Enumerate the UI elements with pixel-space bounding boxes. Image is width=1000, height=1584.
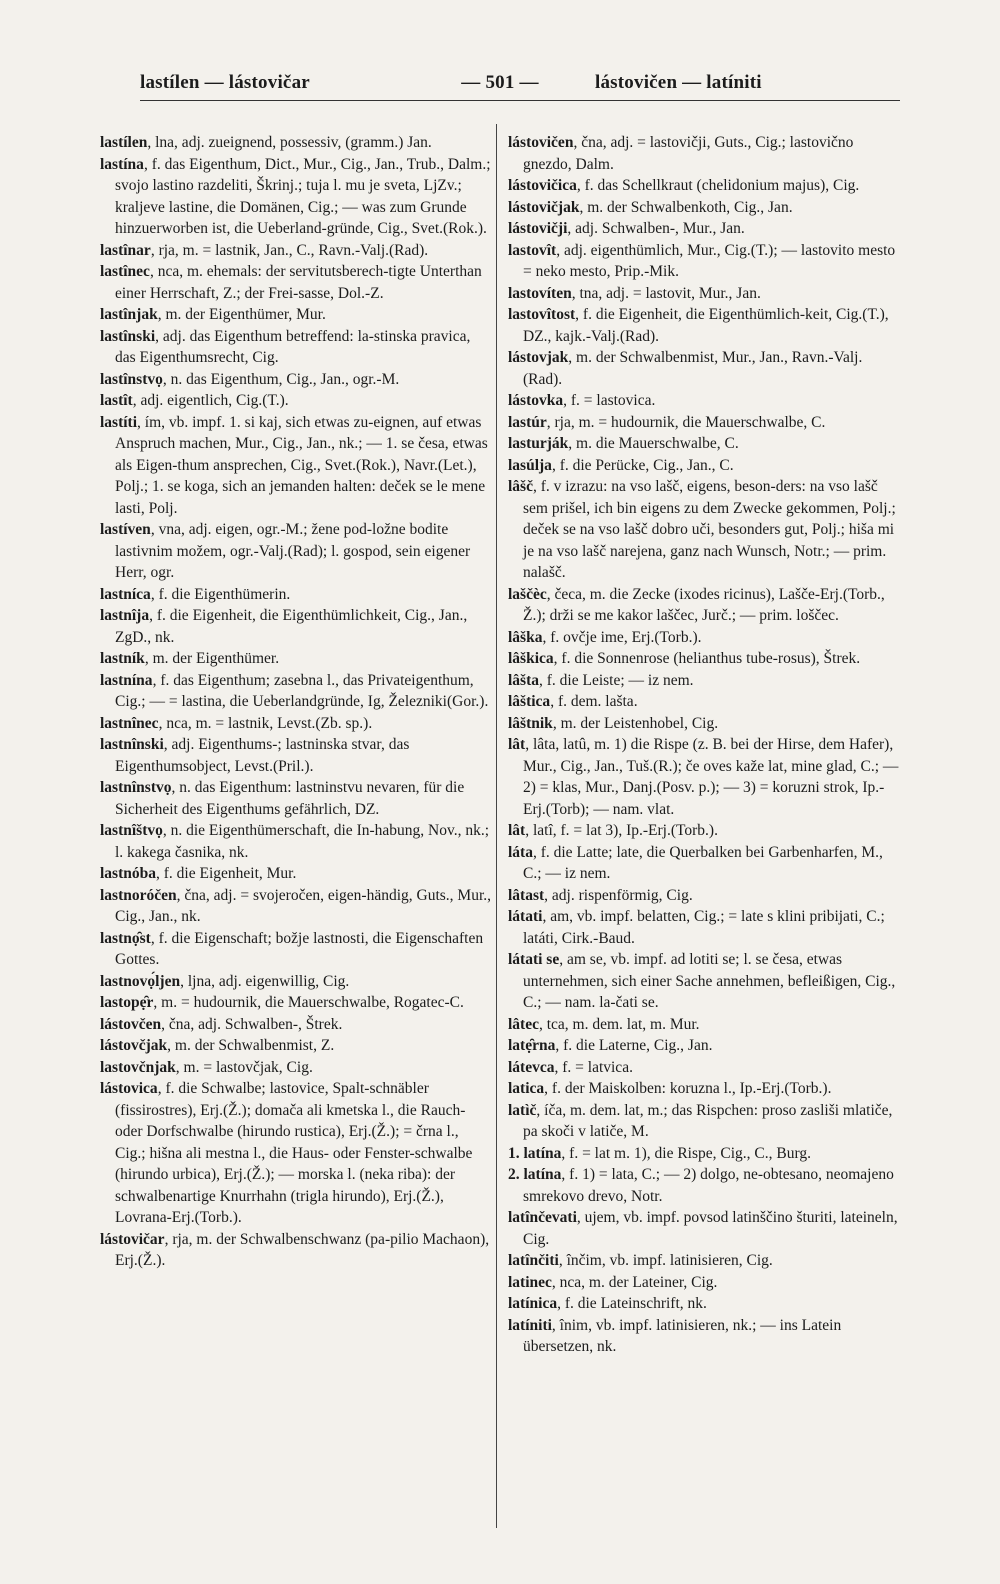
entry-headword: lástovičjak bbox=[508, 198, 580, 216]
entry-headword: lastovît bbox=[508, 241, 557, 259]
entry-definition: , m. der Schwalbenkoth, Cig., Jan. bbox=[579, 198, 793, 216]
right-column bbox=[508, 132, 900, 1358]
entry-headword: lastopẹ̑r bbox=[100, 994, 154, 1011]
dictionary-entry bbox=[508, 1143, 900, 1165]
entry-headword: lástovičar bbox=[100, 1230, 165, 1248]
entry-headword: lasturják bbox=[508, 435, 569, 452]
dictionary-entry bbox=[100, 1014, 492, 1036]
entry-headword: lastît bbox=[100, 392, 133, 409]
entry-definition: , f. = lastovica. bbox=[563, 392, 656, 409]
entry-headword: lastovíten bbox=[508, 284, 572, 302]
dictionary-entry bbox=[100, 1035, 492, 1057]
dictionary-entry bbox=[100, 670, 492, 713]
dictionary-entry bbox=[100, 992, 492, 1014]
dictionary-entry bbox=[100, 820, 492, 863]
entry-headword: lastína bbox=[100, 155, 144, 173]
entry-headword: lastînski bbox=[100, 327, 156, 345]
entry-headword: lâškica bbox=[508, 650, 554, 667]
dictionary-entry bbox=[100, 928, 492, 971]
entry-definition: , f. das Eigenthum, Dict., Mur., Cig., Jan., Trub., Dalm.; svojo lastino razdeliti, Škrinj.; tuja l. mu je sveta, LjZv.; kraljeve lastine, die Domänen, Cig.; — was zum Grunde hinzuerworben ist, die Ueberland-gründe, Cig., Svet.(Rok.). bbox=[115, 155, 491, 237]
entry-headword: lastnîja bbox=[100, 607, 150, 624]
entry-headword: lâtast bbox=[508, 886, 545, 904]
entry-definition: , f. der Maiskolben: koruzna l., Ip.-Erj.(Torb.). bbox=[544, 1080, 832, 1097]
entry-definition: , m. = hudournik, die Mauerschwalbe, Rogatec-C. bbox=[153, 994, 464, 1011]
entry-headword: lâštnik bbox=[508, 714, 553, 732]
entry-definition: , adj. eigenthümlich, Mur., Cig.(T.); — lastovito mesto = neko mesto, Prip.-Mik. bbox=[523, 241, 896, 280]
dictionary-entry bbox=[100, 132, 492, 154]
dictionary-entry bbox=[508, 1100, 900, 1143]
entry-definition: , m. die Mauerschwalbe, C. bbox=[568, 435, 739, 452]
entry-definition: , lna, adj. zueignend, possessiv, (gramm.) Jan. bbox=[147, 134, 432, 151]
entry-definition: , lâta, latû, m. 1) die Rispe (z. B. bei der Hirse, dem Hafer), Mur., Cig., Jan., Tuš.(R.); če oves kaže lat, mine glad, C.; — 2) = klas, Mur., Danj.(Posv. p.); — 3) = koruzni strok, Ip.-Erj.(Torb); — nam. vlat. bbox=[523, 736, 899, 818]
entry-headword: látati bbox=[508, 908, 543, 925]
entry-definition: , tca, m. dem. lat, m. Mur. bbox=[538, 1015, 700, 1033]
entry-headword: laščèc bbox=[508, 585, 547, 603]
dictionary-entry bbox=[100, 584, 492, 606]
dictionary-entry bbox=[508, 1272, 900, 1294]
entry-definition: , nca, m. der Lateiner, Cig. bbox=[551, 1273, 718, 1291]
entry-headword: látati se bbox=[508, 951, 560, 968]
entry-headword: lasúlja bbox=[508, 456, 552, 474]
dictionary-entry bbox=[508, 713, 900, 735]
entry-headword: latica bbox=[508, 1080, 545, 1097]
entry-headword: lastnînstvọ bbox=[100, 779, 172, 796]
entry-headword: lastnînec bbox=[100, 714, 159, 732]
dictionary-entry bbox=[508, 949, 900, 1014]
dictionary-entry bbox=[508, 1207, 900, 1250]
entry-headword: latíniti bbox=[508, 1316, 552, 1334]
entry-headword: lastînjak bbox=[100, 306, 158, 323]
entry-headword: lástovčen bbox=[100, 1015, 162, 1033]
entry-headword: lastíti bbox=[100, 413, 138, 431]
dictionary-entry bbox=[508, 1014, 900, 1036]
dictionary-entry bbox=[508, 304, 900, 347]
entry-definition: , n. das Eigenthum, Cig., Jan., ogr.-M. bbox=[162, 370, 400, 388]
dictionary-entry bbox=[100, 1229, 492, 1272]
entry-headword: lâšta bbox=[508, 671, 539, 689]
running-head-right: lástovičen — latíniti bbox=[595, 72, 762, 93]
dictionary-entry bbox=[508, 820, 900, 842]
entry-definition: , f. die Perücke, Cig., Jan., C. bbox=[551, 456, 734, 474]
entry-definition: , nca, m. = lastnik, Levst.(Zb. sp.). bbox=[158, 714, 373, 732]
entry-definition: , m. = lastovčjak, Cig. bbox=[175, 1058, 313, 1076]
dictionary-entry bbox=[100, 1078, 492, 1229]
dictionary-entry bbox=[100, 648, 492, 670]
page-header bbox=[140, 62, 900, 98]
entry-headword: lástovčjak bbox=[100, 1037, 168, 1054]
dictionary-entry bbox=[508, 175, 900, 197]
entry-headword: lástovičica bbox=[508, 177, 577, 194]
dictionary-entry bbox=[508, 455, 900, 477]
dictionary-entry bbox=[508, 433, 900, 455]
entry-headword: lastnovọ́ljen bbox=[100, 972, 181, 990]
dictionary-entry bbox=[100, 412, 492, 520]
dictionary-entry bbox=[100, 713, 492, 735]
entry-headword: lastník bbox=[100, 650, 145, 667]
entry-definition: , latî, f. = lat 3), Ip.-Erj.(Torb.). bbox=[525, 822, 718, 839]
dictionary-entry bbox=[508, 132, 900, 175]
entry-headword: lástovica bbox=[100, 1080, 158, 1097]
dictionary-entry bbox=[508, 1035, 900, 1057]
dictionary-entry bbox=[508, 691, 900, 713]
dictionary-entry bbox=[508, 842, 900, 885]
entry-definition: , rja, m. = lastnik, Jan., C., Ravn.-Valj.(Rad). bbox=[150, 241, 429, 259]
dictionary-entry bbox=[508, 648, 900, 670]
dictionary-entry bbox=[508, 1164, 900, 1207]
entry-headword: latẹ̑rna bbox=[508, 1037, 556, 1054]
dictionary-entry bbox=[508, 1293, 900, 1315]
entry-headword: lastíven bbox=[100, 521, 151, 538]
dictionary-entry bbox=[100, 885, 492, 928]
left-column bbox=[100, 132, 492, 1272]
entry-definition: , am se, vb. impf. ad lotiti se; l. se česa, etwas unternehmen, sich einer Sache annehmen, befleißigen, Cig., C.; — nam. la-čati se. bbox=[523, 951, 896, 1011]
entry-headword: 2. latína bbox=[508, 1166, 562, 1183]
entry-definition: , čeca, m. die Zecke (ixodes ricinus), Lašče-Erj.(Torb., Ž.); drži se me kakor laščec, Jurč.; — prim. loščec. bbox=[523, 585, 885, 624]
entry-headword: latinec bbox=[508, 1273, 552, 1291]
entry-definition: , rja, m. = hudournik, die Mauerschwalbe, C. bbox=[546, 413, 826, 431]
dictionary-entry bbox=[100, 971, 492, 993]
entry-definition: , f. die Leiste; — iz nem. bbox=[539, 671, 694, 689]
entry-definition: , f. = lat m. 1), die Rispe, Cig., C., Burg. bbox=[561, 1144, 811, 1162]
entry-definition: , adj. Schwalben-, Mur., Jan. bbox=[567, 220, 745, 237]
dictionary-entry bbox=[508, 1250, 900, 1272]
entry-headword: lástovjak bbox=[508, 349, 569, 366]
entry-definition: , f. die Eigenheit, die Eigenthümlichkeit, Cig., Jan., ZgD., nk. bbox=[115, 607, 468, 646]
entry-definition: , m. der Schwalbenmist, Z. bbox=[167, 1037, 335, 1054]
entry-headword: láta bbox=[508, 843, 533, 861]
entry-definition: , f. die Laterne, Cig., Jan. bbox=[555, 1037, 713, 1054]
entry-headword: lastovčnjak bbox=[100, 1058, 176, 1076]
dictionary-entry bbox=[100, 240, 492, 262]
entry-definition: , čna, adj. = lastovičji, Guts., Cig.; lastovično gnezdo, Dalm. bbox=[523, 134, 854, 173]
entry-headword: 1. latína bbox=[508, 1144, 562, 1162]
entry-headword: lâtec bbox=[508, 1015, 539, 1033]
entry-definition: , adj. das Eigenthum betreffend: la-stinska pravica, das Eigenthumsrecht, Cig. bbox=[115, 327, 471, 366]
dictionary-entry bbox=[100, 605, 492, 648]
entry-headword: lastnọ̑st bbox=[100, 929, 151, 947]
entry-headword: lastovîtost bbox=[508, 306, 576, 323]
entry-headword: latînčevati bbox=[508, 1209, 577, 1226]
entry-definition: , f. die Eigenschaft; božje lastnosti, die Eigenschaften Gottes. bbox=[115, 929, 484, 968]
entry-headword: lastnóba bbox=[100, 865, 156, 882]
entry-headword: lastnînski bbox=[100, 736, 164, 753]
entry-definition: , adj. Eigenthums-; lastninska stvar, das Eigenthumsobject, Levst.(Pril.). bbox=[115, 736, 410, 775]
dictionary-entry bbox=[100, 261, 492, 304]
entry-headword: lâška bbox=[508, 628, 543, 646]
entry-definition: , înim, vb. impf. latinisieren, nk.; — ins Latein übersetzen, nk. bbox=[523, 1316, 842, 1355]
dictionary-entry bbox=[100, 326, 492, 369]
entry-definition: , n. die Eigenthümerschaft, die In-habung, Nov., nk.; l. kakega časnika, nk. bbox=[115, 822, 490, 861]
dictionary-entry bbox=[508, 885, 900, 907]
dictionary-entry bbox=[508, 412, 900, 434]
dictionary-entry bbox=[100, 734, 492, 777]
entry-headword: lâštica bbox=[508, 693, 551, 710]
dictionary-entry bbox=[100, 390, 492, 412]
header-rule bbox=[140, 100, 900, 101]
entry-definition: , tna, adj. = lastovit, Mur., Jan. bbox=[571, 284, 761, 302]
dictionary-entry bbox=[100, 304, 492, 326]
entry-definition: , m. der Eigenthümer. bbox=[144, 650, 280, 667]
entry-definition: , f. das Eigenthum; zasebna l., das Privateigenthum, Cig.; — = lastina, die Ueberlandgründe, Ig, Železniki(Gor.). bbox=[115, 671, 489, 710]
entry-definition: , m. der Eigenthümer, Mur. bbox=[157, 306, 326, 323]
entry-definition: , f. die Sonnenrose (helianthus tube-rosus), Štrek. bbox=[553, 650, 861, 667]
entry-definition: , f. die Schwalbe; lastovice, Spalt-schnäbler (fissirostres), Erj.(Ž.); domača ali kmetska l., die Rauch- oder Dorfschwalbe (hirundo rustica), Erj.(Ž.); = črna l., Cig.; hišna ali mestna l., die Haus- oder Fenster-schwalbe (hirundo urbica), Erj.(Ž.); — morska l. (neka riba): der schwalbenartige Knurrhahn (trigla hirundo), Erj.(Ž.), Lovrana-Erj.(Torb.). bbox=[115, 1080, 473, 1226]
entry-definition: , f. die Eigenheit, die Eigenthümlich-keit, Cig.(T.), DZ., kajk.-Valj.(Rad). bbox=[523, 306, 889, 345]
entry-definition: , f. die Eigenheit, Mur. bbox=[156, 865, 297, 882]
entry-definition: , m. der Schwalbenmist, Mur., Jan., Ravn.-Valj.(Rad). bbox=[523, 349, 863, 388]
entry-definition: , čna, adj. Schwalben-, Štrek. bbox=[161, 1015, 343, 1033]
entry-definition: , înčim, vb. impf. latinisieren, Cig. bbox=[558, 1252, 773, 1269]
dictionary-entry bbox=[508, 906, 900, 949]
entry-headword: latìč bbox=[508, 1101, 537, 1119]
dictionary-entry bbox=[508, 347, 900, 390]
entry-definition: , n. das Eigenthum: lastninstvu nevaren, für die Sicherheit des Eigenthums gefährlich, DZ. bbox=[115, 779, 465, 818]
entry-headword: látevca bbox=[508, 1058, 555, 1076]
entry-headword: latînčiti bbox=[508, 1252, 559, 1269]
entry-definition: , čna, adj. = svojeročen, eigen-händig, Guts., Mur., Cig., Jan., nk. bbox=[115, 886, 491, 925]
entry-definition: , f. 1) = lata, C.; — 2) dolgo, ne-obtesano, neomajeno smrekovo drevo, Notr. bbox=[523, 1166, 894, 1205]
dictionary-entry bbox=[508, 670, 900, 692]
entry-definition: , f. die Lateinschrift, nk. bbox=[557, 1295, 707, 1312]
entry-headword: latínica bbox=[508, 1295, 558, 1312]
entry-headword: lastúr bbox=[508, 413, 547, 431]
entry-definition: , f. das Schellkraut (chelidonium majus), Cig. bbox=[576, 177, 860, 194]
entry-definition: , f. die Eigenthümerin. bbox=[150, 585, 291, 603]
entry-headword: lastníca bbox=[100, 585, 151, 603]
entry-definition: , ljna, adj. eigenwillig, Cig. bbox=[180, 972, 350, 990]
dictionary-entry bbox=[100, 1057, 492, 1079]
entry-definition: , f. ovčje ime, Erj.(Torb.). bbox=[542, 628, 702, 646]
entry-headword: lastílen bbox=[100, 134, 148, 151]
dictionary-entry bbox=[508, 390, 900, 412]
entry-headword: lastnína bbox=[100, 671, 153, 689]
entry-definition: , m. der Leistenhobel, Cig. bbox=[552, 714, 719, 732]
entry-headword: lâšč bbox=[508, 478, 533, 495]
entry-definition: , ujem, vb. impf. povsod latinščino šturiti, lateineln, Cig. bbox=[523, 1209, 898, 1248]
column-divider bbox=[496, 124, 497, 1528]
dictionary-entry bbox=[508, 627, 900, 649]
entry-headword: lât bbox=[508, 736, 526, 753]
dictionary-entry bbox=[508, 1057, 900, 1079]
entry-headword: lastnîštvọ bbox=[100, 822, 163, 839]
dictionary-entry bbox=[508, 734, 900, 820]
entry-definition: , adj. rispenförmig, Cig. bbox=[544, 886, 693, 904]
dictionary-entry bbox=[100, 369, 492, 391]
dictionary-entry bbox=[508, 240, 900, 283]
dictionary-entry bbox=[508, 476, 900, 584]
entry-definition: , vna, adj. eigen, ogr.-M.; žene pod-ložne bodite lastivnim možem, ogr.-Valj.(Rad); l. gospod, sein eigener Herr, ogr. bbox=[115, 521, 471, 581]
entry-headword: lastînec bbox=[100, 263, 150, 280]
entry-definition: , am, vb. impf. belatten, Cig.; = late s klini pribijati, C.; latáti, Cirk.-Baud. bbox=[523, 908, 885, 947]
entry-definition: , ím, vb. impf. 1. si kaj, sich etwas zu-eignen, auf etwas Anspruch machen, Mur., Cig., Jan., nk.; — 1. se česa, etwas als Eigen-thum ansprechen, Cig., Svet.(Rok.), Navr.(Let.), Polj.; 1. se koga, sich an jemanden halten: deček se le mene lasti, Polj. bbox=[115, 413, 488, 517]
entry-definition: , f. dem. lašta. bbox=[550, 693, 638, 710]
dictionary-entry bbox=[100, 519, 492, 584]
entry-headword: lât bbox=[508, 822, 526, 839]
entry-definition: , f. die Latte; late, die Querbalken bei Garbenharfen, M., C.; — iz nem. bbox=[523, 843, 883, 882]
dictionary-entry bbox=[508, 584, 900, 627]
running-head-left: lastílen — lástovičar bbox=[140, 72, 310, 93]
dictionary-entry bbox=[100, 777, 492, 820]
entry-headword: lástovičen bbox=[508, 134, 574, 151]
entry-headword: lástovka bbox=[508, 392, 564, 409]
dictionary-entry bbox=[508, 283, 900, 305]
entry-headword: lástovičji bbox=[508, 220, 568, 237]
entry-definition: , adj. eigentlich, Cig.(T.). bbox=[132, 392, 289, 409]
dictionary-entry bbox=[508, 1315, 900, 1358]
entry-definition: , nca, m. ehemals: der servitutsberech-tigte Unterthan einer Herrschaft, Z.; der Frei-sasse, Dol.-Z. bbox=[115, 263, 482, 302]
dictionary-entry bbox=[508, 1078, 900, 1100]
entry-definition: , f. v izrazu: na vso lašč, eigens, beson-ders: na vso lašč sem prišel, ich bin eigens zu dem Zwecke gekommen, Polj.; deček se na vso lašč dobro uči, besonders gut, Polj.; hiša mi je na vso lašč narejena, ganz nach Wunsch, Notr.; — prim. nalašč. bbox=[523, 478, 896, 581]
entry-definition: , rja, m. der Schwalbenschwanz (pa-pilio Machaon), Erj.(Ž.). bbox=[115, 1230, 490, 1269]
entry-headword: lastînar bbox=[100, 241, 151, 259]
dictionary-entry bbox=[508, 218, 900, 240]
page-number: — 501 — bbox=[461, 72, 539, 93]
entry-headword: lastnoróčen bbox=[100, 886, 177, 904]
dictionary-entry bbox=[100, 154, 492, 240]
dictionary-entry bbox=[100, 863, 492, 885]
entry-definition: , f. = latvica. bbox=[554, 1058, 633, 1076]
entry-definition: , íča, m. dem. lat, m.; das Rispchen: proso zasliši mlatiče, pa skoči v latiče, M. bbox=[523, 1101, 893, 1140]
dictionary-entry bbox=[508, 197, 900, 219]
entry-headword: lastînstvọ bbox=[100, 370, 163, 388]
